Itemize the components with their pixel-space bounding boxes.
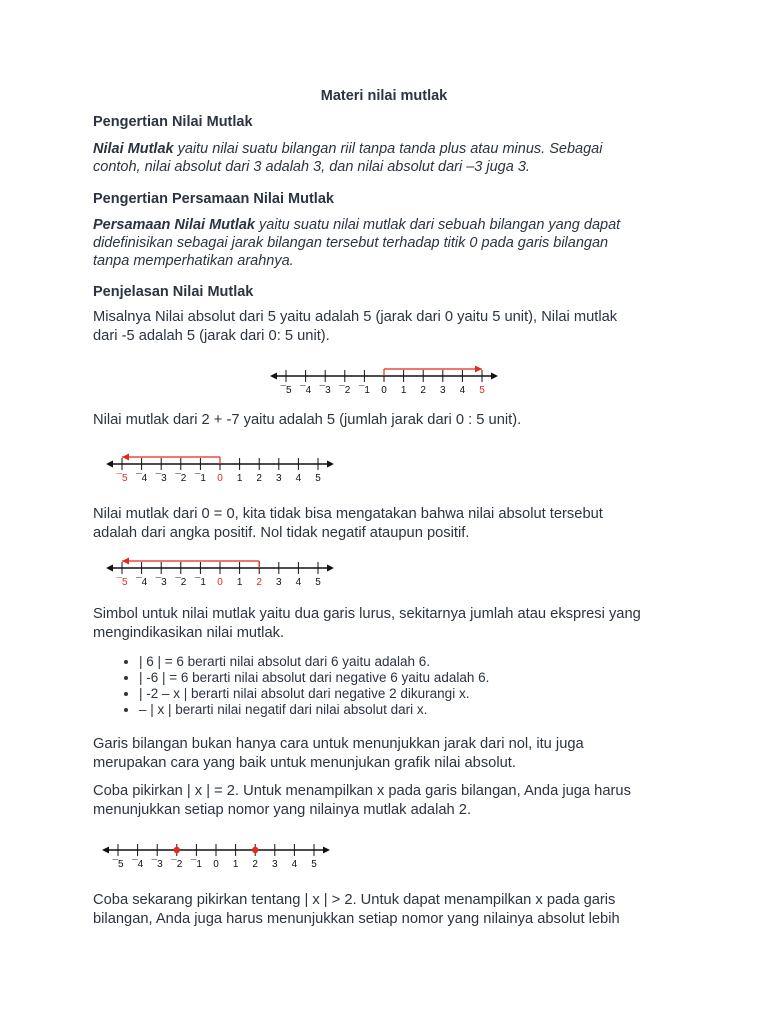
tick-label: 4 (295, 473, 302, 484)
arrow-head-icon (122, 454, 129, 461)
paragraph-3 (93, 505, 713, 543)
number-line-4 (98, 834, 334, 870)
paragraph-4 (93, 605, 713, 643)
term: Nilai Mutlak (93, 141, 174, 157)
text: Garis bilangan bukan hanya cara untuk menunjukkan jarak dari nol, itu juga (93, 736, 584, 752)
tick-label: ¯1 (194, 473, 206, 484)
text: dari -5 adalah 5 (jarak dari 0: 5 unit). (93, 328, 330, 344)
tick-label: ¯3 (155, 577, 167, 588)
text: tanpa memperhatikan arahnya. (93, 253, 294, 269)
tick-label: ¯3 (319, 385, 331, 396)
tick-label: 5 (315, 577, 321, 588)
tick-label: 3 (276, 577, 282, 588)
tick-label: ¯3 (155, 473, 167, 484)
tick-label: 0 (381, 385, 387, 396)
tick-label: ¯4 (300, 385, 312, 396)
paragraph-7 (93, 891, 713, 929)
bullet-list (93, 654, 489, 718)
list-item: • | -2 – x | berarti nilai absolut dari negative 2 dikurangi x. (139, 686, 489, 702)
arrow-left-icon (270, 373, 277, 380)
list-item: • – | x | berarti nilai negatif dari nilai absolut dari x. (139, 702, 489, 718)
number-line-1 (266, 360, 502, 396)
definition-persamaan (93, 216, 693, 270)
text: Coba sekarang pikirkan tentang | x | > 2. Untuk dapat menampilkan x pada garis (93, 892, 616, 908)
list-item: • | 6 | = 6 berarti nilai absolut dari 6 yaitu adalah 6. (139, 654, 489, 670)
tick-label: ¯1 (358, 385, 370, 396)
section-heading-pengertian: Pengertian Nilai Mutlak (93, 114, 253, 130)
tick-label: 5 (311, 859, 317, 870)
tick-label: 5 (315, 473, 321, 484)
section-heading-penjelasan: Penjelasan Nilai Mutlak (93, 284, 254, 300)
arrow-left-icon (102, 847, 109, 854)
tick-label: ¯2 (339, 385, 351, 396)
tick-label: 4 (459, 385, 466, 396)
text: mengindikasikan nilai mutlak. (93, 625, 285, 641)
section-heading-persamaan: Pengertian Persamaan Nilai Mutlak (93, 191, 334, 207)
tick-label: 0 (213, 859, 219, 870)
tick-label: 1 (400, 385, 407, 396)
tick-label: ¯5 (280, 385, 292, 396)
paragraph-5 (93, 735, 713, 773)
tick-label: 2 (420, 385, 426, 396)
tick-label: 0 (217, 473, 223, 484)
text: adalah dari angka positif. Nol tidak negatif ataupun positif. (93, 525, 470, 541)
page-title: Materi nilai mutlak (320, 88, 448, 104)
text: Coba pikirkan | x | = 2. Untuk menampilkan x pada garis bilangan, Anda juga harus (93, 783, 631, 799)
text: bilangan, Anda juga harus menunjukkan setiap nomor yang nilainya absolut lebih (93, 911, 620, 927)
solution-dot (174, 847, 180, 853)
list-item: • | -6 | = 6 berarti nilai absolut dari negative 6 yaitu adalah 6. (139, 670, 489, 686)
tick-label: 3 (276, 473, 282, 484)
tick-label: ¯5 (116, 473, 128, 484)
text: merupakan cara yang baik untuk menunjukan grafik nilai absolut. (93, 755, 516, 771)
tick-label: ¯4 (136, 473, 148, 484)
tick-label: ¯5 (116, 577, 128, 588)
text: didefinisikan sebagai jarak bilangan tersebut terhadap titik 0 pada garis bilangan (93, 235, 609, 251)
text: Simbol untuk nilai mutlak yaitu dua garis lurus, sekitarnya jumlah atau ekspresi yang (93, 606, 641, 622)
arrow-right-icon (327, 461, 334, 468)
tick-label: ¯4 (136, 577, 148, 588)
tick-label: 1 (236, 577, 243, 588)
term: Persamaan Nilai Mutlak (93, 217, 255, 233)
text: Nilai mutlak dari 0 = 0, kita tidak bisa mengatakan bahwa nilai absolut tersebut (93, 506, 603, 522)
tick-label: ¯1 (194, 577, 206, 588)
arrow-left-icon (106, 461, 113, 468)
number-line-3 (102, 552, 338, 588)
tick-label: 4 (295, 577, 302, 588)
tick-label: 2 (256, 577, 262, 588)
solution-dot (252, 847, 258, 853)
tick-label: ¯2 (175, 473, 187, 484)
tick-label: 5 (479, 385, 485, 396)
tick-label: ¯4 (132, 859, 144, 870)
arrow-left-icon (106, 565, 113, 572)
tick-label: 0 (217, 577, 223, 588)
text: Misalnya Nilai absolut dari 5 yaitu adalah 5 (jarak dari 0 yaitu 5 unit), Nilai mutlak (93, 309, 618, 325)
tick-label: ¯2 (171, 859, 183, 870)
tick-label: ¯5 (112, 859, 124, 870)
paragraph-6 (93, 782, 713, 820)
arrow-right-icon (323, 847, 330, 854)
text: contoh, nilai absolut dari 3 adalah 3, dan nilai absolut dari –3 juga 3. (93, 159, 530, 175)
definition-nilai-mutlak (93, 140, 693, 176)
tick-label: 3 (272, 859, 278, 870)
tick-label: 3 (440, 385, 446, 396)
tick-label: 1 (232, 859, 239, 870)
arrow-head-icon (475, 366, 482, 373)
tick-label: 2 (256, 473, 262, 484)
arrow-right-icon (327, 565, 334, 572)
tick-label: 2 (252, 859, 258, 870)
tick-label: 1 (236, 473, 243, 484)
tick-label: ¯1 (190, 859, 202, 870)
arrow-right-icon (491, 373, 498, 380)
text: yaitu suatu nilai mutlak dari sebuah bilangan yang dapat (255, 217, 621, 233)
tick-label: ¯2 (175, 577, 187, 588)
paragraph-1 (93, 308, 713, 346)
number-line-2 (102, 448, 338, 484)
tick-label: 4 (291, 859, 298, 870)
paragraph-2: Nilai mutlak dari 2 + -7 yaitu adalah 5 (jumlah jarak dari 0 : 5 unit). (93, 412, 522, 428)
tick-label: ¯3 (151, 859, 163, 870)
text: menunjukkan setiap nomor yang nilainya mutlak adalah 2. (93, 802, 472, 818)
text: yaitu nilai suatu bilangan riil tanpa tanda plus atau minus. Sebagai (173, 141, 603, 157)
arrow-head-icon (122, 558, 129, 565)
